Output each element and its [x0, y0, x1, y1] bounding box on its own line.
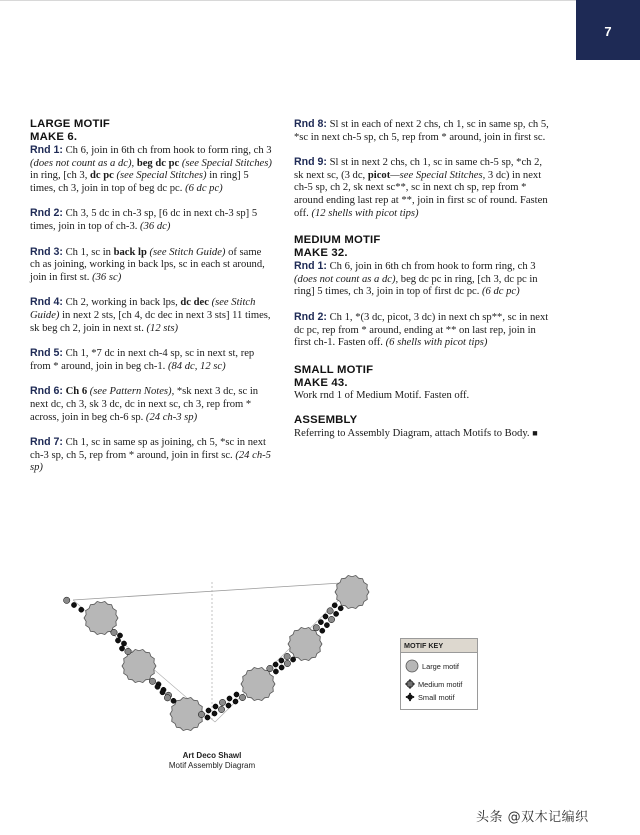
large-motif-title: LARGE MOTIF — [30, 118, 111, 130]
small-motif — [320, 628, 325, 633]
page-number: 7 — [604, 24, 612, 39]
medium-motif — [313, 625, 319, 631]
key-label-small: Small motif — [418, 692, 455, 702]
key-label-medium: Medium motif — [418, 679, 463, 689]
medium-motif — [149, 678, 155, 684]
large-motif — [241, 667, 275, 700]
small-motif — [155, 684, 160, 689]
small-motif — [160, 690, 165, 695]
assembly-text: Referring to Assembly Diagram, attach Motifs to Body. — [294, 428, 533, 440]
stitch-count: (6 dc pc) — [482, 286, 520, 298]
small-motif — [273, 669, 278, 674]
small-motif-icon — [405, 692, 415, 702]
small-motif-title: SMALL MOTIF — [294, 363, 374, 376]
right-column — [294, 118, 550, 453]
small-motif — [234, 692, 239, 697]
medium-motif-make: MAKE 32. — [294, 247, 348, 260]
round-text: Ch 1, sc in — [62, 246, 114, 258]
round-note: (see Pattern Notes), — [89, 386, 175, 398]
stitch-count: (6 dc pc) — [185, 182, 223, 194]
large-rnd7 — [30, 436, 272, 475]
small-motif — [226, 703, 231, 708]
stitch-count: (36 dc) — [140, 220, 171, 232]
large-rnd8 — [294, 118, 550, 144]
assembly-text-block — [294, 427, 550, 441]
large-motif — [335, 575, 369, 608]
small-motif — [324, 623, 329, 628]
medium-motif — [64, 597, 70, 603]
medium-motif — [218, 706, 224, 712]
small-motif — [205, 715, 210, 720]
round-label: Rnd 8: — [294, 118, 327, 130]
round-note: (see Stitch Guide) — [30, 297, 256, 321]
medium-rnd2 — [294, 311, 550, 350]
round-text: Ch 1, sc in same sp as joining, ch 5, *sc in next ch-3 sp, ch 5, rep from * around, join in first sc. — [30, 437, 266, 461]
small-motif — [323, 614, 328, 619]
left-column — [30, 118, 272, 487]
round-note: (does not count as a dc), — [294, 273, 399, 285]
small-motif — [206, 708, 211, 713]
top-rule — [0, 0, 576, 1]
small-motif — [213, 704, 218, 709]
stitch-count: (84 dc, 12 sc) — [167, 360, 226, 372]
round-text: in ring, [ch 3, — [30, 170, 91, 182]
large-motif — [288, 627, 322, 660]
small-motif — [334, 611, 339, 616]
small-motif — [318, 620, 323, 625]
stitch-count: (36 sc) — [92, 271, 122, 283]
medium-motif — [111, 629, 117, 635]
round-label: Rnd 9: — [294, 156, 327, 169]
round-note: (see Special Stitches) — [181, 157, 272, 169]
medium-rnd1 — [294, 260, 550, 299]
watermark: 头条 @双木记编织 — [476, 810, 589, 825]
medium-motif — [219, 699, 225, 705]
stitch-term: beg dc pc — [136, 157, 180, 169]
small-motif — [212, 711, 217, 716]
stitch-term: Ch 6 — [65, 386, 88, 398]
key-row-small — [405, 692, 455, 702]
medium-motif — [284, 660, 290, 666]
round-text: Sl st in each of next 2 chs, ch 1, sc in same sp, ch 5, *sc in next ch-5 sp, ch 5, rep from * around, join in first sc. — [294, 119, 549, 143]
shawl-top-edge — [73, 582, 357, 600]
diagram-caption — [132, 751, 292, 771]
small-motif — [79, 607, 84, 612]
small-motif — [291, 657, 296, 662]
round-label: Rnd 1: — [30, 144, 63, 156]
large-motif-make: MAKE 6. — [30, 131, 78, 143]
small-motif — [171, 698, 176, 703]
assembly-title: ASSEMBLY — [294, 414, 358, 427]
small-motif-make: MAKE 43. — [294, 376, 348, 389]
diagram-subtitle: Motif Assembly Diagram — [168, 761, 256, 770]
small-motif — [121, 641, 126, 646]
large-rnd5 — [30, 347, 272, 373]
assembly-diagram-svg — [55, 572, 395, 742]
medium-motif — [164, 695, 170, 701]
stitch-count: (24 ch-3 sp) — [145, 411, 198, 423]
round-note: —see Special Stitches, — [390, 169, 486, 181]
stitch-term: back lp — [113, 246, 147, 258]
key-label-large: Large motif — [422, 661, 459, 671]
round-text: Ch 6, join in 6th ch from hook to form ring, ch 3 — [326, 261, 536, 273]
round-note: (see Special Stitches) — [116, 170, 207, 182]
small-motif — [233, 699, 238, 704]
page-number-tab — [576, 0, 640, 60]
motif-key-header: MOTIF KEY — [401, 639, 477, 653]
key-row-medium — [405, 679, 462, 689]
round-label: Rnd 3: — [30, 245, 63, 258]
round-label: Rnd 7: — [30, 436, 63, 449]
small-motif — [332, 603, 337, 608]
stitch-term: dc dec — [180, 297, 209, 309]
medium-motif-icon — [405, 679, 415, 689]
medium-motif-title: MEDIUM MOTIF — [294, 234, 381, 247]
medium-motif — [284, 653, 290, 659]
round-label: Rnd 2: — [294, 310, 327, 323]
medium-motif — [327, 608, 333, 614]
diagram-title: Art Deco Shawl — [182, 751, 242, 760]
round-text: Ch 1, *7 dc in next ch-4 sp, sc in next st, rep from * around, join in beg ch-1. — [30, 348, 255, 372]
round-text: Ch 6, join in 6th ch from hook to form ring, ch 3 — [62, 145, 272, 156]
round-text: in ring] 5 times, ch 3, join in top of beg dc pc. — [30, 170, 249, 194]
large-rnd9 — [294, 156, 550, 220]
large-rnd2 — [30, 207, 272, 233]
small-motif — [227, 696, 232, 701]
assembly-diagram — [55, 572, 395, 742]
end-mark: ■ — [532, 428, 538, 439]
stitch-term: dc pc — [90, 170, 114, 182]
stitch-count: (6 shells with picot tips) — [385, 337, 488, 349]
round-text: of same ch as joining, working in back lps, sc in each st around, join in first st. — [30, 246, 265, 283]
round-label: Rnd 5: — [30, 347, 63, 360]
round-label: Rnd 4: — [30, 296, 63, 309]
round-note: (does not count as a dc), — [30, 157, 135, 169]
stitch-count: (12 sts) — [146, 322, 179, 334]
round-text: Sl st in next 2 chs, ch 1, sc in same ch-5 sp, *ch 2, sk next sc, (3 dc, — [294, 157, 543, 181]
medium-motif — [125, 648, 131, 654]
round-label: Rnd 6: — [30, 385, 63, 398]
round-text: Ch 1, *(3 dc, picot, 3 dc) in next ch sp**, sc in next dc pc, rep from * around, ending at ** on last rep, join in first ch-1. Fasten off. — [294, 311, 549, 349]
large-rnd4 — [30, 296, 272, 335]
round-text: beg dc pc in ring, [ch 3, dc pc in ring] 5 times, ch 3, join in top of first dc pc. — [294, 273, 538, 298]
round-text: in next 2 sts, [ch 4, dc dec in next 3 sts] 11 times, sk beg ch 2, join in next st. — [30, 309, 271, 334]
round-text: Ch 3, 5 dc in ch-3 sp, [6 dc in next ch-3 sp] 5 times, join in top of ch-3. — [30, 208, 258, 232]
medium-motif — [267, 665, 273, 671]
round-text: Ch 2, working in back lps, — [62, 297, 181, 309]
medium-motif — [328, 616, 334, 622]
small-motif — [119, 646, 124, 651]
small-motif — [71, 602, 76, 607]
round-label: Rnd 2: — [30, 207, 63, 220]
medium-motif — [239, 694, 245, 700]
small-motif — [117, 633, 122, 638]
round-note: (see Stitch Guide) — [149, 246, 226, 258]
motif-key — [400, 638, 478, 710]
small-motif — [273, 662, 278, 667]
stitch-count: (12 shells with picot tips) — [311, 207, 419, 219]
small-motif-text: Work rnd 1 of Medium Motif. Fasten off. — [294, 389, 470, 401]
large-rnd1 — [30, 144, 272, 195]
small-motif — [115, 638, 120, 643]
stitch-term: picot — [367, 169, 391, 181]
small-motif — [338, 606, 343, 611]
medium-motif — [198, 711, 204, 717]
large-motif-icon — [405, 659, 419, 673]
round-text: 3 dc) in next ch-5 sp, ch 2, sk next sc**, sc in next ch sp, rep from * around ending last rep at **, join in first sc of round. Fasten off. — [294, 169, 548, 219]
stitch-count: (24 ch-5 sp) — [30, 449, 271, 474]
round-text: *sk next 3 dc, sc in next dc, ch 3, sk 3 dc, dc in next sc, ch 3, rep from * across, join in beg ch-6 sp. — [30, 386, 259, 423]
small-motif — [279, 658, 284, 663]
small-motif — [279, 665, 284, 670]
round-label: Rnd 1: — [294, 260, 327, 273]
large-rnd6 — [30, 385, 272, 424]
large-rnd3 — [30, 246, 272, 285]
key-row-large — [405, 659, 459, 673]
